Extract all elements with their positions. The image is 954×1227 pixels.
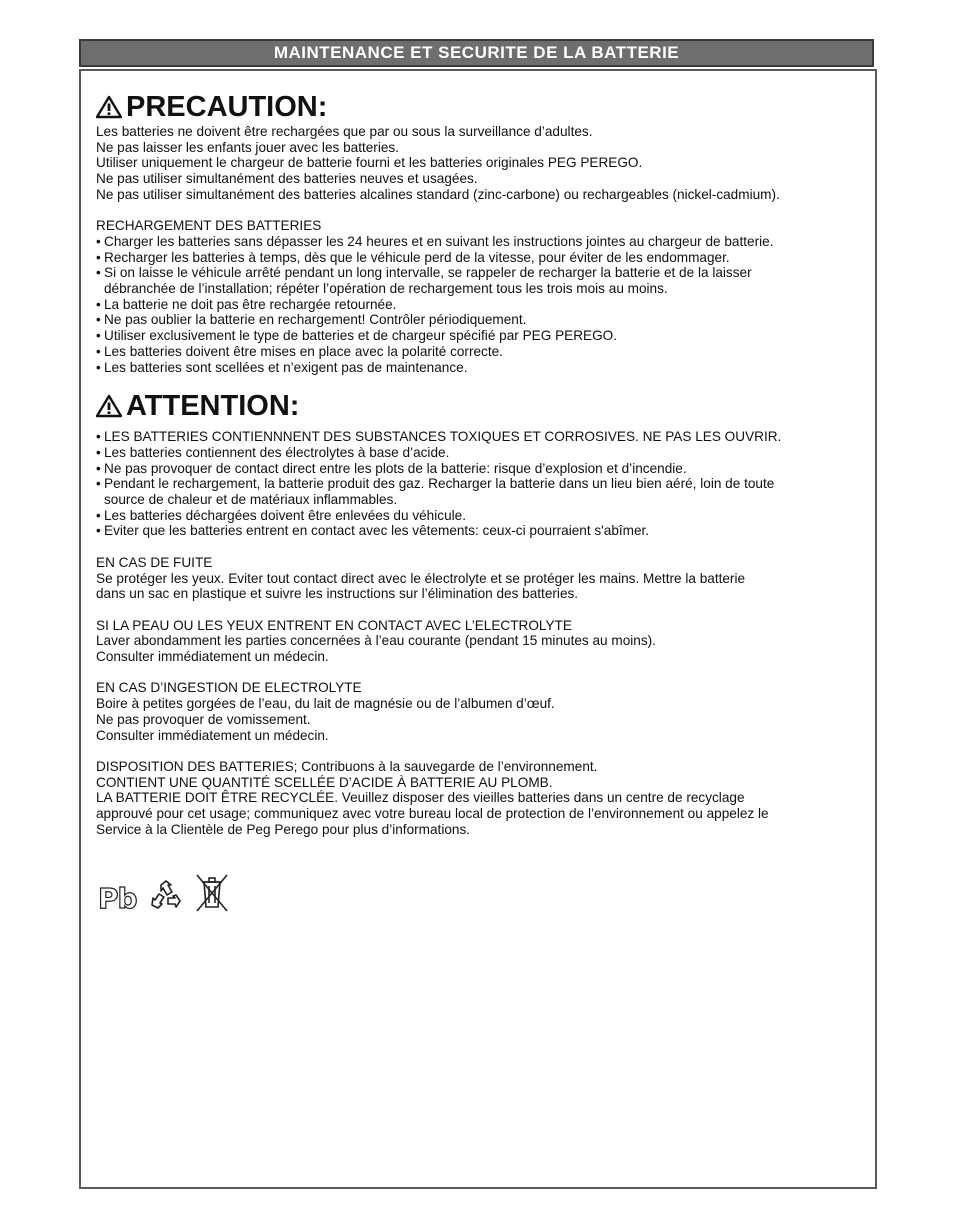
skin-heading: SI LA PEAU OU LES YEUX ENTRENT EN CONTACT AVEC L’ELECTROLYTE	[96, 617, 572, 633]
warning-icon	[96, 95, 122, 119]
list-item: • Ne pas provoquer de contact direct entre les plots de la batterie: risque d’explosion et d’incendie.	[96, 461, 856, 477]
leak-heading: EN CAS DE FUITE	[96, 554, 213, 570]
ingest-heading: EN CAS D’INGESTION DE ELECTROLYTE	[96, 680, 362, 696]
list-item: • Les batteries doivent être mises en place avec la polarité correcte.	[96, 344, 856, 360]
leak-line: dans un sac en plastique et suivre les instructions sur l’élimination des batteries.	[96, 586, 579, 602]
disposal-line: Service à la Clientèle de Peg Perego pour plus d’informations.	[96, 821, 471, 837]
attention-title: ATTENTION:	[126, 390, 300, 423]
ingest-line: Boire à petites gorgées de l’eau, du lait de magnésie ou de l’albumen d’œuf.	[96, 696, 555, 712]
list-item: • Charger les batteries sans dépasser les 24 heures et en suivant les instructions jointes au chargeur de batterie.	[96, 234, 856, 250]
ingest-line: Ne pas provoquer de vomissement.	[96, 711, 311, 727]
recharge-list	[96, 234, 856, 375]
recharge-heading: RECHARGEMENT DES BATTERIES	[96, 218, 322, 234]
ingest-line: Consulter immédiatement un médecin.	[96, 727, 329, 743]
list-item: • LES BATTERIES CONTIENNNENT DES SUBSTANCES TOXIQUES ET CORROSIVES. NE PAS LES OUVRIR.	[96, 429, 856, 445]
precaution-line: Ne pas utiliser simultanément des batteries alcalines standard (zinc-carbone) ou rechargeables (nickel-cadmium).	[96, 186, 780, 202]
disposal-line: CONTIENT UNE QUANTITÉ SCELLÉE D’ACIDE À BATTERIE AU PLOMB.	[96, 774, 553, 790]
list-item: • Si on laisse le véhicule arrêté pendant un long intervalle, se rappeler de recharger la batterie et de la laisser	[96, 265, 856, 281]
disposal-symbols	[98, 873, 229, 913]
precaution-line: Ne pas utiliser simultanément des batteries neuves et usagées.	[96, 171, 478, 187]
warning-icon	[96, 394, 122, 418]
disposal-line: LA BATTERIE DOIT ÊTRE RECYCLÉE. Veuillez disposer des vieilles batteries dans un centre de recyclage	[96, 790, 745, 806]
list-item: • Les batteries sont scellées et n’exigent pas de maintenance.	[96, 360, 856, 376]
list-item: • Les batteries contiennent des électrolytes à base d’acide.	[96, 445, 856, 461]
precaution-line: Ne pas laisser les enfants jouer avec les batteries.	[96, 139, 399, 155]
content-body	[96, 90, 856, 837]
precaution-heading	[96, 90, 856, 124]
section-title: MAINTENANCE ET SECURITE DE LA BATTERIE	[273, 43, 680, 62]
list-item: • Les batteries déchargées doivent être enlevées du véhicule.	[96, 508, 856, 524]
list-item: • La batterie ne doit pas être rechargée retournée.	[96, 297, 856, 313]
disposal-line: approuvé pour cet usage; communiquez avec votre bureau local de protection de l’environnement ou appelez le	[96, 806, 769, 822]
list-item: • Eviter que les batteries entrent en contact avec les vêtements: ceux-ci pourraient s'abîmer.	[96, 523, 856, 539]
attention-heading	[96, 389, 856, 423]
disposal-line: DISPOSITION DES BATTERIES; Contribuons à la sauvegarde de l’environnement.	[96, 758, 598, 774]
precaution-line: Les batteries ne doivent être rechargées que par ou sous la surveillance d’adultes.	[96, 124, 593, 139]
section-header	[79, 39, 874, 67]
crossed-bin-icon	[195, 873, 229, 913]
precaution-line: Utiliser uniquement le chargeur de batterie fourni et les batteries originales PEG PEREGO.	[96, 155, 643, 171]
skin-line: Consulter immédiatement un médecin.	[96, 649, 329, 665]
precaution-title: PRECAUTION:	[126, 91, 328, 123]
list-item: • Ne pas oublier la batterie en rechargement! Contrôler périodiquement.	[96, 312, 856, 328]
list-item-continuation: source de chaleur et de matériaux inflammables.	[104, 492, 398, 508]
list-item: • Recharger les batteries à temps, dès que le véhicule perd de la vitesse, pour éviter de les endommager.	[96, 250, 856, 266]
list-item: • Pendant le rechargement, la batterie produit des gaz. Recharger la batterie dans un lieu bien aéré, loin de toute	[96, 476, 856, 492]
leak-line: Se protéger les yeux. Eviter tout contact direct avec le électrolyte et se protéger les mains. Mettre la batterie	[96, 570, 746, 586]
recycle-icon	[149, 879, 183, 913]
list-item-continuation: débranchée de l’installation; répéter l’opération de rechargement tous les trois mois au moins.	[104, 281, 668, 297]
list-item: • Utiliser exclusivement le type de batteries et de chargeur spécifié par PEG PEREGO.	[96, 328, 856, 344]
attention-list	[96, 429, 856, 539]
lead-symbol: Pb	[98, 882, 137, 915]
skin-line: Laver abondamment les parties concernées à l’eau courante (pendant 15 minutes au moins).	[96, 633, 656, 649]
